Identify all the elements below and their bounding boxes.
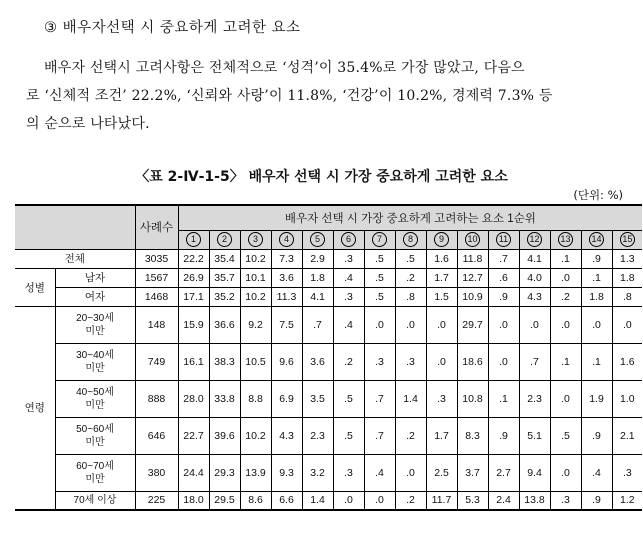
cell-value: 3.5 (302, 380, 333, 417)
row-label (55, 454, 135, 491)
cell-cases: 225 (135, 491, 178, 510)
table-row (15, 380, 642, 417)
cell-value: 2.7 (488, 454, 519, 491)
cell-value: 2.3 (302, 417, 333, 454)
cell-value: .7 (364, 417, 395, 454)
cell-value: .9 (581, 491, 612, 510)
cell-value: 17.1 (178, 287, 209, 306)
cell-value: 10.8 (457, 380, 488, 417)
cell-value: 26.9 (178, 268, 209, 287)
cell-value: 2.4 (488, 491, 519, 510)
header-factor-number (426, 230, 457, 249)
cell-value: 2.3 (519, 380, 550, 417)
factor-number: 13 (558, 232, 573, 247)
cell-value: .9 (488, 287, 519, 306)
cell-value: 10.5 (240, 343, 271, 380)
cell-value: 18.0 (178, 491, 209, 510)
cell-value: 24.4 (178, 454, 209, 491)
cell-value: 13.9 (240, 454, 271, 491)
cell-value: 9.6 (271, 343, 302, 380)
row-label-line1: 20~30세 (76, 312, 114, 324)
row-label: 여자 (55, 287, 135, 306)
row-label (55, 306, 135, 343)
cell-value: 6.6 (271, 491, 302, 510)
cell-value: 9.2 (240, 306, 271, 343)
cell-value: 29.5 (209, 491, 240, 510)
table-row (15, 343, 642, 380)
cell-value: .3 (550, 491, 581, 510)
cell-value: .5 (364, 287, 395, 306)
cell-value: .8 (395, 287, 426, 306)
cell-value: 7.5 (271, 306, 302, 343)
factor-number: 11 (496, 232, 511, 247)
header-factor-number (271, 230, 302, 249)
section-heading: ③ 배우자선택 시 중요하게 고려한 요소 (44, 20, 301, 36)
cell-value: 9.3 (271, 454, 302, 491)
cell-cases: 749 (135, 343, 178, 380)
cell-value: .1 (488, 380, 519, 417)
cell-value: 22.2 (178, 249, 209, 268)
cell-value: 10.9 (457, 287, 488, 306)
header-factor-number (178, 230, 209, 249)
cell-value: 4.3 (519, 287, 550, 306)
cell-value: .2 (333, 343, 364, 380)
cell-value: 28.0 (178, 380, 209, 417)
cell-value: .4 (364, 454, 395, 491)
header-factor-number (333, 230, 364, 249)
cell-value: .0 (612, 306, 642, 343)
row-label (55, 491, 135, 510)
cell-value: 35.2 (209, 287, 240, 306)
header-factor-number (488, 230, 519, 249)
cell-value: 3.6 (302, 343, 333, 380)
cell-value: 4.1 (519, 249, 550, 268)
factor-number: 2 (217, 232, 232, 247)
cell-value: .0 (395, 306, 426, 343)
row-label-line1: 70세 이상 (73, 494, 117, 506)
cell-value: .4 (333, 268, 364, 287)
factor-number: 1 (186, 232, 201, 247)
cell-value: 7.3 (271, 249, 302, 268)
cell-value: .0 (426, 306, 457, 343)
cell-value: .3 (612, 454, 642, 491)
cell-value: 33.8 (209, 380, 240, 417)
cell-value: .0 (550, 306, 581, 343)
cell-value: 3.7 (457, 454, 488, 491)
cell-value: 36.6 (209, 306, 240, 343)
cell-value: 29.3 (209, 454, 240, 491)
table-row (15, 268, 642, 287)
cell-value: .5 (333, 380, 364, 417)
cell-value: .0 (488, 343, 519, 380)
cell-value: 1.5 (426, 287, 457, 306)
cell-value: .0 (519, 306, 550, 343)
header-factor-number (395, 230, 426, 249)
cell-value: 5.1 (519, 417, 550, 454)
row-label-line1: 50~60세 (76, 423, 114, 435)
cell-value: 13.8 (519, 491, 550, 510)
cell-value: .0 (581, 306, 612, 343)
summary-paragraph (26, 54, 620, 138)
cell-value: .2 (395, 268, 426, 287)
cell-value: 18.6 (457, 343, 488, 380)
table-caption: 〈표 2-Ⅳ-1-5〉 배우자 선택 시 가장 중요하게 고려한 요소 (135, 169, 508, 185)
row-label-line2: 미만 (85, 325, 105, 337)
factor-number: 3 (248, 232, 263, 247)
cell-value: .4 (333, 306, 364, 343)
cell-value: 8.6 (240, 491, 271, 510)
cell-value: .3 (426, 380, 457, 417)
header-factor-number (240, 230, 271, 249)
cell-value: .1 (550, 343, 581, 380)
cell-value: 1.4 (302, 491, 333, 510)
cell-value: 3.6 (271, 268, 302, 287)
header-factor-number (550, 230, 581, 249)
row-label (55, 417, 135, 454)
header-factor-number (302, 230, 333, 249)
header-factor-group: 배우자 선택 시 가장 중요하게 고려하는 요소 1순위 (178, 205, 642, 230)
cell-value: 5.3 (457, 491, 488, 510)
cell-value: 29.7 (457, 306, 488, 343)
cell-value: .6 (488, 268, 519, 287)
cell-value: .5 (550, 417, 581, 454)
cell-value: .8 (612, 287, 642, 306)
cell-value: .0 (395, 454, 426, 491)
cell-value: 1.7 (426, 268, 457, 287)
cell-value: .7 (488, 249, 519, 268)
cell-value: .3 (333, 249, 364, 268)
cell-value: 11.3 (271, 287, 302, 306)
cell-value: 1.2 (612, 491, 642, 510)
cell-value: .0 (333, 491, 364, 510)
cell-value: 4.0 (519, 268, 550, 287)
cell-value: .7 (302, 306, 333, 343)
cell-cases: 1468 (135, 287, 178, 306)
cell-value: .1 (550, 249, 581, 268)
cell-value: 16.1 (178, 343, 209, 380)
cell-value: .0 (550, 268, 581, 287)
table-row (15, 491, 642, 510)
row-label-line2: 미만 (85, 473, 105, 485)
cell-value: 1.9 (581, 380, 612, 417)
cell-value: 1.8 (302, 268, 333, 287)
cell-value: .3 (395, 343, 426, 380)
cell-value: 22.7 (178, 417, 209, 454)
cell-value: .9 (581, 417, 612, 454)
cell-value: .0 (550, 454, 581, 491)
cell-value: 6.9 (271, 380, 302, 417)
cell-value: .0 (364, 306, 395, 343)
cell-value: .5 (333, 417, 364, 454)
cell-value: 10.2 (240, 287, 271, 306)
cell-value: 15.9 (178, 306, 209, 343)
header-cases: 사례수 (135, 205, 178, 249)
paragraph-line-2: 로 ‘신체적 조건’ 22.2%, ‘신뢰와 사랑’이 11.8%, ‘건강’이 10.2%, 경제력 7.3% 등 (26, 88, 553, 104)
factor-number: 12 (527, 232, 542, 247)
factor-number: 14 (589, 232, 604, 247)
factor-number: 8 (403, 232, 418, 247)
cell-value: .1 (581, 343, 612, 380)
factor-number: 4 (279, 232, 294, 247)
row-label-line2: 미만 (85, 362, 105, 374)
cell-value: 1.8 (581, 287, 612, 306)
cell-value: .5 (395, 249, 426, 268)
cell-value: .5 (364, 249, 395, 268)
cell-value: 1.7 (426, 417, 457, 454)
cell-value: 1.0 (612, 380, 642, 417)
cell-value: 35.7 (209, 268, 240, 287)
factor-table (15, 204, 642, 511)
cell-value: .9 (581, 249, 612, 268)
cell-value: .3 (364, 343, 395, 380)
cell-value: 1.3 (612, 249, 642, 268)
cell-value: 4.1 (302, 287, 333, 306)
header-factor-number (457, 230, 488, 249)
cell-value: 4.3 (271, 417, 302, 454)
header-factor-number (519, 230, 550, 249)
cell-value: .3 (333, 287, 364, 306)
factor-number: 9 (434, 232, 449, 247)
row-label (55, 380, 135, 417)
cell-value: .0 (488, 306, 519, 343)
table-unit: (단위: %) (573, 188, 623, 202)
table-row (15, 249, 642, 268)
cell-value: 10.2 (240, 249, 271, 268)
header-factor-number (209, 230, 240, 249)
cell-cases: 888 (135, 380, 178, 417)
cell-value: .3 (333, 454, 364, 491)
row-label-line2: 미만 (85, 399, 105, 411)
cell-value: .2 (550, 287, 581, 306)
cell-value: .0 (364, 491, 395, 510)
cell-value: 2.5 (426, 454, 457, 491)
cell-value: 2.1 (612, 417, 642, 454)
cell-value: 35.4 (209, 249, 240, 268)
header-factor-number (612, 230, 642, 249)
row-label (55, 343, 135, 380)
cell-value: .7 (519, 343, 550, 380)
cell-value: .1 (581, 268, 612, 287)
cell-value: .4 (581, 454, 612, 491)
cell-value: 11.8 (457, 249, 488, 268)
cell-value: 1.8 (612, 268, 642, 287)
factor-number: 7 (372, 232, 387, 247)
header-corner (15, 205, 135, 249)
row-label-line1: 60~70세 (76, 460, 114, 472)
cell-cases: 646 (135, 417, 178, 454)
cell-value: 38.3 (209, 343, 240, 380)
cell-cases: 148 (135, 306, 178, 343)
cell-value: 12.7 (457, 268, 488, 287)
table-row (15, 306, 642, 343)
row-label-line1: 30~40세 (76, 349, 114, 361)
cell-value: 2.9 (302, 249, 333, 268)
factor-number: 6 (341, 232, 356, 247)
cell-value: .2 (395, 491, 426, 510)
factor-number: 15 (620, 232, 635, 247)
cell-cases: 1567 (135, 268, 178, 287)
cell-cases: 3035 (135, 249, 178, 268)
paragraph-line-1: 배우자 선택시 고려사항은 전체적으로 ‘성격’이 35.4%로 가장 많았고, 다음으 (44, 60, 525, 76)
factor-number: 5 (310, 232, 325, 247)
header-factor-number (364, 230, 395, 249)
row-label-line1: 40~50세 (76, 386, 114, 398)
cell-value: 3.2 (302, 454, 333, 491)
row-label: 남자 (55, 268, 135, 287)
cell-value: .0 (426, 343, 457, 380)
cell-value: 1.6 (426, 249, 457, 268)
cell-value: .0 (550, 380, 581, 417)
table-row (15, 454, 642, 491)
cell-value: 11.7 (426, 491, 457, 510)
row-label-line2: 미만 (85, 436, 105, 448)
header-factor-number (581, 230, 612, 249)
group-label-gender: 성별 (15, 268, 55, 306)
cell-value: 1.4 (395, 380, 426, 417)
cell-value: 10.2 (240, 417, 271, 454)
factor-number: 10 (465, 232, 480, 247)
cell-cases: 380 (135, 454, 178, 491)
group-label-age: 연령 (15, 306, 55, 510)
cell-value: 9.4 (519, 454, 550, 491)
cell-value: 8.8 (240, 380, 271, 417)
table-row (15, 287, 642, 306)
cell-value: .9 (488, 417, 519, 454)
row-label-total: 전체 (15, 249, 135, 268)
cell-value: 8.3 (457, 417, 488, 454)
cell-value: .2 (395, 417, 426, 454)
paragraph-line-3: 의 순으로 나타났다. (26, 116, 150, 132)
cell-value: 39.6 (209, 417, 240, 454)
cell-value: 1.6 (612, 343, 642, 380)
table-row (15, 417, 642, 454)
cell-value: 10.1 (240, 268, 271, 287)
cell-value: .7 (364, 380, 395, 417)
cell-value: .5 (364, 268, 395, 287)
